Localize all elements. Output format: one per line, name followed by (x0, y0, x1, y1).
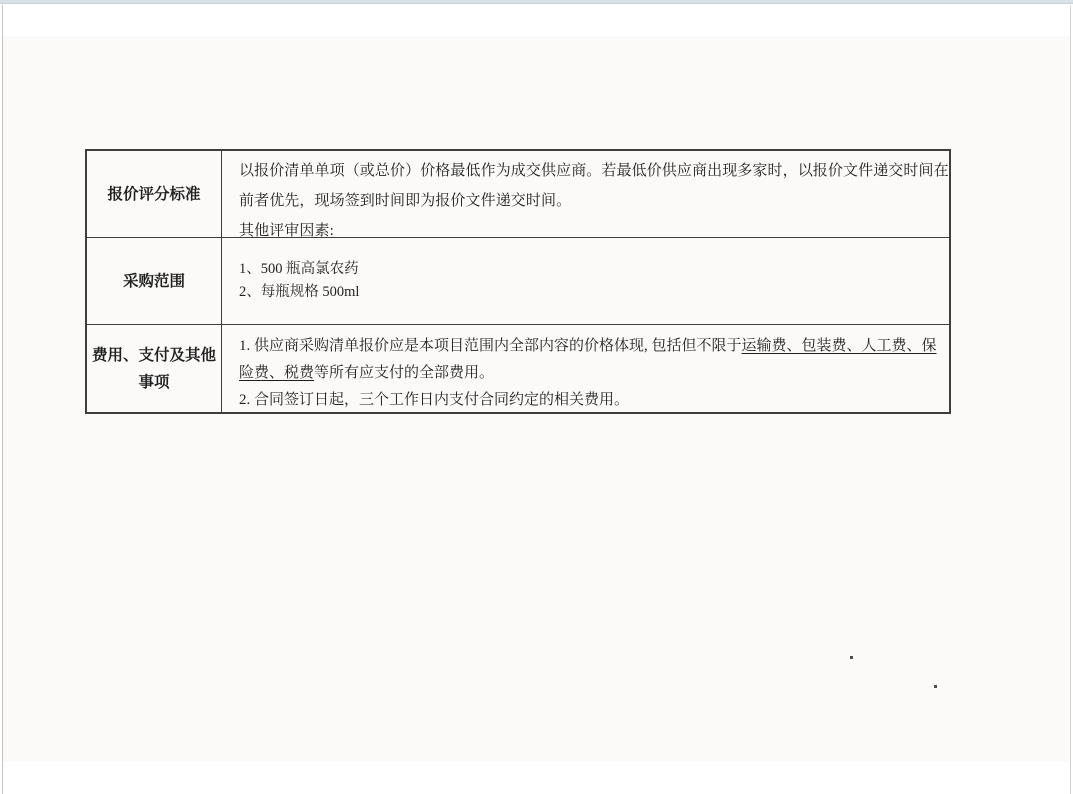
header-line-2: 事项 (138, 373, 170, 391)
scan-artifact-speck (934, 685, 937, 688)
window-top-edge (0, 0, 1073, 4)
text-line: 以报价清单单项（或总价）价格最低作为成交供应商。若最低价供应商出现多家时，以报价文件递交时间在 (239, 163, 949, 179)
scope-item-1: 1、500 瓶高氯农药 (239, 261, 359, 277)
table-row-fees-payment (87, 324, 949, 412)
row-header-quote-scoring: 报价评分标准 (87, 151, 222, 237)
table-row-procurement-scope (87, 237, 949, 324)
text-line: 其他评审因素: (239, 223, 334, 237)
row-header-procurement-scope: 采购范围 (87, 238, 222, 324)
underlined-fee-terms: 险费、税费 (239, 365, 315, 381)
text-line: 前者优先，现场签到时间即为报价文件递交时间。 (239, 193, 572, 209)
page-right-edge (1070, 5, 1071, 794)
header-line-1: 费用、支付及其他 (91, 346, 216, 364)
text-segment: 等所有应支付的全部费用。 (314, 365, 495, 381)
table-row-quote-scoring (87, 151, 949, 237)
procurement-conditions-table (85, 149, 951, 414)
row-header-fees-payment (87, 325, 222, 412)
cell-procurement-scope-content (222, 238, 949, 324)
fees-item-2: 2. 合同签订日起，三个工作日内支付合同约定的相关费用。 (239, 392, 630, 408)
text-segment: 1. 供应商采购清单报价应是本项目范围内全部内容的价格体现, 包括但不限于 (239, 338, 742, 354)
fees-item-1-line-1 (239, 333, 945, 360)
underlined-fee-terms: 运输费、包装费、人工费、保 (741, 338, 937, 354)
cell-quote-scoring-content (222, 151, 949, 237)
cell-fees-payment-content (222, 325, 949, 412)
scope-item-2: 2、每瓶规格 500ml (239, 284, 360, 300)
scan-artifact-speck (850, 656, 853, 659)
fees-item-1-line-2 (239, 360, 945, 387)
